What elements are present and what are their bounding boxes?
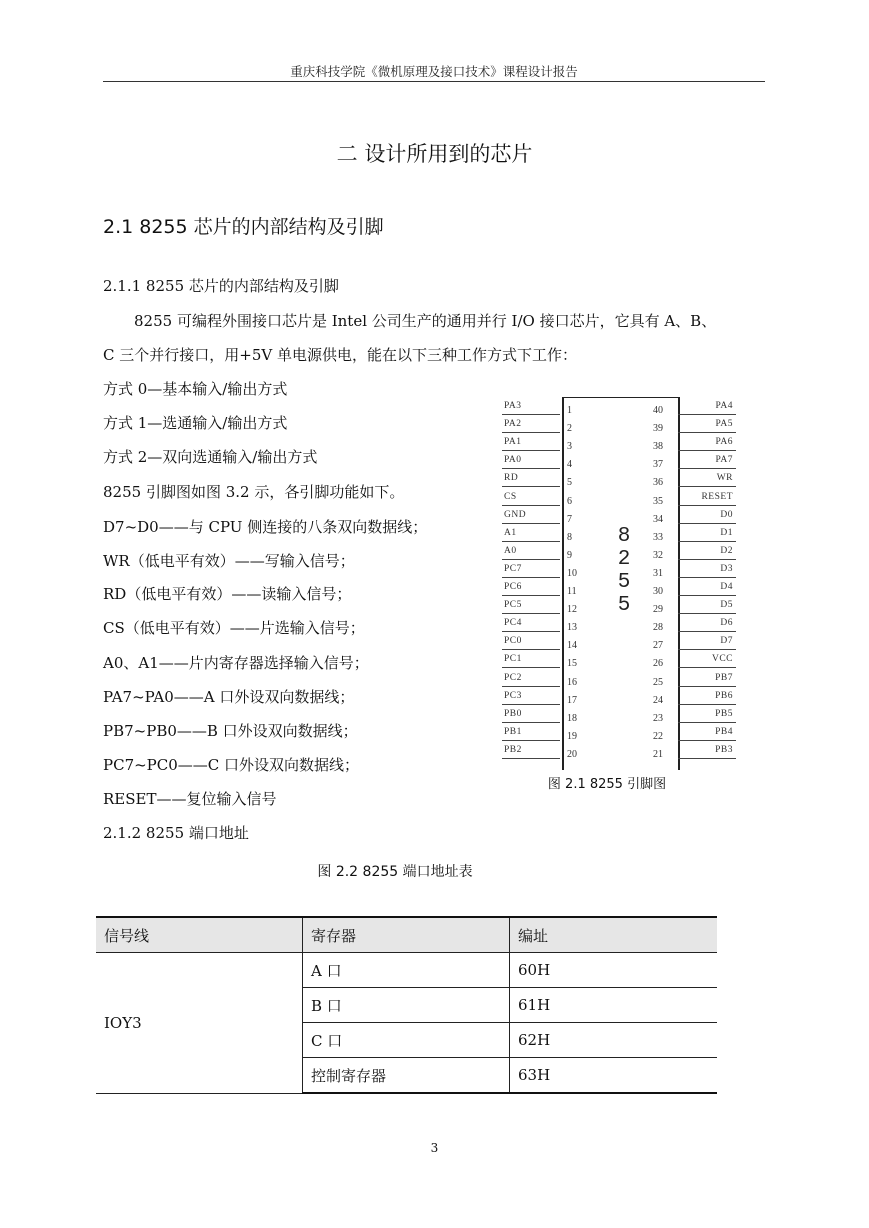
signal-cell: IOY3 xyxy=(96,953,303,1094)
pin-number-left: 3 xyxy=(567,441,572,453)
register-cell: A 口 xyxy=(303,953,510,988)
text-line: A0、A1——片内寄存器选择输入信号； xyxy=(103,654,369,672)
pin-name-left: PC7 xyxy=(504,563,522,574)
pin-name-left: PC5 xyxy=(504,600,522,611)
pin-number-right: 31 xyxy=(653,567,663,579)
pin-line-left xyxy=(502,686,560,687)
register-cell: 控制寄存器 xyxy=(303,1058,510,1094)
pin-number-left: 13 xyxy=(567,622,577,634)
pin-line-right xyxy=(678,414,736,415)
pin-line-left xyxy=(502,577,560,578)
pin-number-right: 33 xyxy=(653,531,663,543)
pin-name-right: PB4 xyxy=(715,726,733,737)
subsection-heading: 2.1.2 8255 端口地址 xyxy=(103,824,249,842)
port-address-table xyxy=(96,916,717,1094)
pin-number-right: 30 xyxy=(653,586,663,597)
pin-name-right: D2 xyxy=(720,545,733,556)
pin-number-left: 11 xyxy=(567,586,577,597)
pin-number-right: 40 xyxy=(653,405,663,416)
pin-number-right: 24 xyxy=(653,694,663,706)
pin-number-right: 25 xyxy=(653,676,663,688)
pin-line-right xyxy=(678,541,736,542)
pin-line-right xyxy=(678,432,736,433)
section-title: 2.1 8255 芯片的内部结构及引脚 xyxy=(103,216,384,238)
text-line: RESET——复位输入信号 xyxy=(103,790,277,808)
pin-number-right: 39 xyxy=(653,423,663,435)
pin-number-right: 21 xyxy=(653,748,663,760)
pin-number-left: 17 xyxy=(567,694,577,706)
register-cell: C 口 xyxy=(303,1023,510,1058)
pin-name-right: PB7 xyxy=(715,672,733,683)
text-line: 方式 0—基本输入/输出方式 xyxy=(103,380,288,398)
header-cell: 寄存器 xyxy=(303,917,510,953)
text-line: CS（低电平有效）——片选输入信号； xyxy=(103,619,365,637)
pin-name-right: D1 xyxy=(720,527,733,538)
pin-line-left xyxy=(502,595,560,596)
pin-name-left: PC4 xyxy=(504,618,522,629)
figure-caption: 图 2.1 8255 引脚图 xyxy=(547,777,667,792)
pin-name-left: RD xyxy=(504,473,519,484)
pin-number-right: 29 xyxy=(653,604,663,616)
text-line: 方式 1—选通输入/输出方式 xyxy=(103,414,288,432)
pin-line-left xyxy=(502,704,560,705)
address-cell: 60H xyxy=(510,953,718,988)
pin-line-right xyxy=(678,505,736,506)
pin-number-left: 12 xyxy=(567,604,577,616)
pin-name-right: D6 xyxy=(720,618,733,629)
pin-name-right: D4 xyxy=(720,582,733,592)
pin-number-left: 4 xyxy=(567,459,572,471)
pin-line-right xyxy=(678,613,736,614)
pin-name-right: D3 xyxy=(720,563,733,574)
pin-line-right xyxy=(678,486,736,487)
pin-name-right: PB6 xyxy=(715,690,733,701)
pin-name-right: D5 xyxy=(720,600,733,611)
pin-number-left: 20 xyxy=(567,748,577,760)
address-cell: 63H xyxy=(510,1058,718,1094)
pin-number-right: 27 xyxy=(653,640,663,652)
address-cell: 61H xyxy=(510,988,718,1023)
chapter-title: 二 设计所用到的芯片 xyxy=(336,142,533,166)
pin-number-left: 18 xyxy=(567,712,577,724)
table-caption: 图 2.2 8255 端口地址表 xyxy=(317,864,473,880)
text-line: WR（低电平有效）——写输入信号； xyxy=(103,552,355,570)
pin-number-left: 8 xyxy=(567,531,572,543)
pin-line-left xyxy=(502,468,560,469)
pin-number-left: 16 xyxy=(567,676,577,688)
pin-line-left xyxy=(502,649,560,650)
register-cell: B 口 xyxy=(303,988,510,1023)
pin-name-right: RESET xyxy=(701,491,733,502)
pin-number-left: 14 xyxy=(567,640,577,652)
pin-line-left xyxy=(502,740,560,741)
text-line: PB7~PB0——B 口外设双向数据线； xyxy=(103,722,358,740)
pin-line-left xyxy=(502,722,560,723)
chip-label-char: 5 xyxy=(617,594,631,617)
pin-number-left: 7 xyxy=(567,513,572,525)
pin-number-left: 2 xyxy=(567,423,572,435)
pin-name-right: PB3 xyxy=(715,744,733,755)
pin-line-left xyxy=(502,414,560,415)
header-cell: 编址 xyxy=(510,917,718,953)
pin-name-left: PC3 xyxy=(504,690,522,701)
text-line: PC7~PC0——C 口外设双向数据线； xyxy=(103,756,360,774)
page-number: 3 xyxy=(430,1141,439,1155)
subsection-heading: 2.1.1 8255 芯片的内部结构及引脚 xyxy=(103,277,339,295)
chip-label-char: 8 xyxy=(617,525,631,548)
pin-line-right xyxy=(678,649,736,650)
pin-line-left xyxy=(502,631,560,632)
pin-number-left: 5 xyxy=(567,477,572,489)
pin-number-right: 26 xyxy=(653,658,663,670)
pin-name-left: PA1 xyxy=(504,437,522,448)
address-cell: 62H xyxy=(510,1023,718,1058)
pin-name-right: PA4 xyxy=(715,401,733,411)
pin-name-left: PC6 xyxy=(504,582,522,592)
pin-name-right: VCC xyxy=(711,654,733,665)
pin-name-left: PB0 xyxy=(504,708,522,719)
pin-number-right: 28 xyxy=(653,622,663,634)
chip-label-char: 5 xyxy=(617,571,631,594)
pin-name-right: PA6 xyxy=(715,437,733,448)
pin-line-left xyxy=(502,505,560,506)
pin-line-left xyxy=(502,541,560,542)
pin-line-left xyxy=(502,523,560,524)
pin-name-right: WR xyxy=(716,473,733,484)
pin-line-right xyxy=(678,631,736,632)
pin-line-right xyxy=(678,559,736,560)
pin-line-right xyxy=(678,450,736,451)
pin-line-right xyxy=(678,577,736,578)
chip-label-char: 2 xyxy=(617,548,631,571)
table-header-row xyxy=(96,917,717,953)
pin-line-right xyxy=(678,523,736,524)
pin-number-left: 10 xyxy=(567,567,577,579)
pin-line-right xyxy=(678,667,736,668)
pin-number-left: 6 xyxy=(567,495,572,507)
header-rule xyxy=(103,81,765,82)
pin-name-left: PB1 xyxy=(504,726,522,737)
pin-name-right: D0 xyxy=(720,509,733,520)
text-line: D7~D0——与 CPU 侧连接的八条双向数据线； xyxy=(103,518,428,536)
pin-line-left xyxy=(502,450,560,451)
text-line: 方式 2—双向选通输入/输出方式 xyxy=(103,448,318,466)
pin-line-left xyxy=(502,613,560,614)
pin-name-left: PC2 xyxy=(504,672,522,683)
pin-name-left: A1 xyxy=(504,527,517,538)
pin-number-left: 15 xyxy=(567,658,577,670)
pin-number-right: 32 xyxy=(653,549,663,561)
pin-name-left: PB2 xyxy=(504,744,522,755)
pin-name-right: PA5 xyxy=(715,419,733,430)
pin-name-right: D7 xyxy=(720,636,733,647)
table-row xyxy=(96,953,717,988)
pin-number-right: 35 xyxy=(653,495,663,507)
pin-line-left xyxy=(502,758,560,759)
pin-line-right xyxy=(678,595,736,596)
text-line: RD（低电平有效）——读输入信号； xyxy=(103,585,352,603)
pin-number-left: 19 xyxy=(567,730,577,742)
header-cell: 信号线 xyxy=(96,917,303,953)
pin-line-right xyxy=(678,704,736,705)
pin-line-right xyxy=(678,686,736,687)
pin-line-left xyxy=(502,667,560,668)
pin-name-left: PC1 xyxy=(504,654,522,665)
chip-label xyxy=(612,525,636,617)
pin-number-left: 1 xyxy=(567,405,572,416)
pin-name-left: PA0 xyxy=(504,455,522,466)
pin-name-left: CS xyxy=(504,491,517,502)
pin-name-left: GND xyxy=(504,509,527,520)
pin-number-right: 34 xyxy=(653,513,663,525)
text-line: PA7~PA0——A 口外设双向数据线； xyxy=(103,688,355,706)
pin-number-right: 38 xyxy=(653,441,663,453)
pin-name-left: PA3 xyxy=(504,401,522,411)
pin-line-left xyxy=(502,432,560,433)
pin-line-right xyxy=(678,740,736,741)
pin-number-left: 9 xyxy=(567,549,572,561)
pin-number-right: 36 xyxy=(653,477,663,489)
text-line: 8255 引脚图如图 3.2 示，各引脚功能如下。 xyxy=(103,483,405,501)
paragraph-line: 8255 可编程外围接口芯片是 Intel 公司生产的通用并行 I/O 接口芯片，它具有 A、B、 xyxy=(134,312,717,330)
pin-name-right: PA7 xyxy=(715,455,733,466)
pin-name-left: A0 xyxy=(504,545,517,556)
paragraph-line: C 三个并行接口，用+5V 单电源供电，能在以下三种工作方式下工作： xyxy=(103,346,577,364)
pin-line-right xyxy=(678,722,736,723)
pin-line-left xyxy=(502,486,560,487)
pin-name-right: PB5 xyxy=(715,708,733,719)
pin-line-left xyxy=(502,559,560,560)
pin-number-right: 22 xyxy=(653,730,663,742)
page-header: 重庆科技学院《微机原理及接口技术》课程设计报告 xyxy=(290,64,578,79)
pin-name-left: PC0 xyxy=(504,636,522,647)
pin-line-right xyxy=(678,468,736,469)
pin-number-right: 37 xyxy=(653,459,663,471)
pin-line-right xyxy=(678,758,736,759)
pin-number-right: 23 xyxy=(653,712,663,724)
pin-name-left: PA2 xyxy=(504,419,522,430)
